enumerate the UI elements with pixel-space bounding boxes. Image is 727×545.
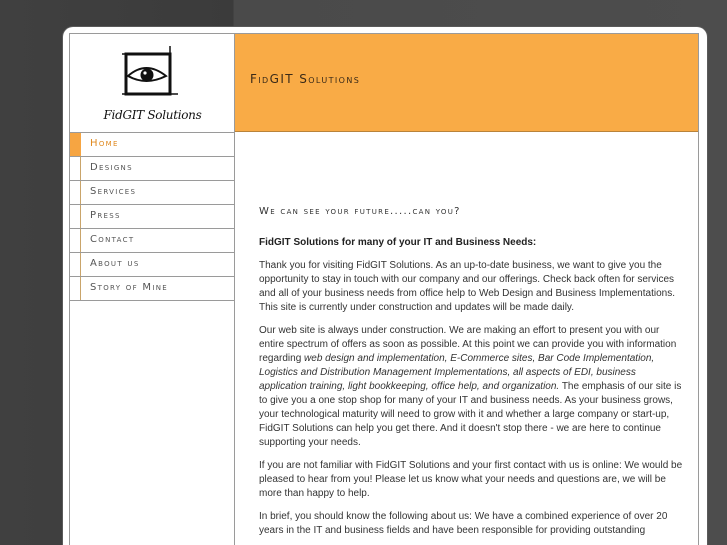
page-inner bbox=[69, 33, 699, 545]
main-content bbox=[235, 132, 698, 545]
nav-item-story-of-mine[interactable] bbox=[70, 277, 234, 301]
paragraph-services-start: Our web site is always under construction. We are making an effort to present you with our entire spectrum of offers as soon as possible. At this point we can provide you with information regarding bbox=[259, 325, 677, 364]
nav-item-designs[interactable] bbox=[70, 157, 234, 181]
nav-marker bbox=[70, 133, 81, 156]
nav-item-services[interactable] bbox=[70, 181, 234, 205]
sidebar-nav bbox=[70, 132, 235, 545]
paragraph-services bbox=[259, 324, 684, 450]
nav-item-label: Press bbox=[90, 210, 121, 221]
nav-item-contact[interactable] bbox=[70, 229, 234, 253]
nav-marker bbox=[70, 253, 81, 276]
logo[interactable] bbox=[70, 34, 235, 132]
nav-item-label: About us bbox=[90, 258, 140, 269]
nav-item-label: Story of Mine bbox=[90, 282, 168, 293]
paragraph-services-end: The emphasis of our site is to give you a one stop shop for many of your IT and business needs. As your business grows, your technological maturity will need to grow with it and whether a large company or start-up, FidGIT Solutions can help you get there. And it doesn't stop there - we are here to continue supporting your needs. bbox=[259, 381, 682, 448]
nav-marker bbox=[70, 181, 81, 204]
nav-item-label: Designs bbox=[90, 162, 133, 173]
nav-item-label: Home bbox=[90, 138, 119, 149]
logo-text: FidGIT Solutions bbox=[103, 108, 202, 122]
services-list: web design and implementation, E-Commerce sites, Bar Code Implementation, Logistics and Distribution Management Implementations, all aspects of EDI, business application training, light bookkeeping, office help, and organization. bbox=[259, 353, 655, 392]
header-banner bbox=[235, 34, 698, 132]
tagline: We can see your future.....can you? bbox=[259, 206, 461, 217]
nav-item-label: Services bbox=[90, 186, 137, 197]
nav-marker bbox=[70, 205, 81, 228]
nav-item-label: Contact bbox=[90, 234, 135, 245]
site-title: FidGIT Solutions bbox=[250, 72, 361, 86]
nav-marker bbox=[70, 277, 81, 300]
paragraph-about: In brief, you should know the following about us: We have a combined experience of over 20 years in the IT and business fields and have been responsible for providing outstanding bbox=[259, 511, 668, 536]
paragraph-contact: If you are not familiar with FidGIT Solutions and your first contact with us is online: We would be pleased to hear from you! Please let us know what your needs and questions are, we will be more than happy to help. bbox=[259, 460, 683, 499]
nav-item-press[interactable] bbox=[70, 205, 234, 229]
nav-item-home[interactable] bbox=[70, 133, 234, 157]
intro-heading: FidGIT Solutions for many of your IT and Business Needs: bbox=[259, 237, 537, 248]
nav-marker bbox=[70, 157, 81, 180]
nav-item-about-us[interactable] bbox=[70, 253, 234, 277]
eye-frame-logo-icon bbox=[122, 46, 178, 102]
page-frame bbox=[63, 27, 707, 545]
paragraph-welcome: Thank you for visiting FidGIT Solutions. As an up-to-date business, we want to give you the opportunity to stay in touch with our company and our offerings. Check back often for services and all of your business needs from office help to Web Design and Business Implementations. This site is currently under construction and updates will be made daily. bbox=[259, 260, 675, 313]
body-text bbox=[259, 236, 684, 545]
nav-marker bbox=[70, 229, 81, 252]
